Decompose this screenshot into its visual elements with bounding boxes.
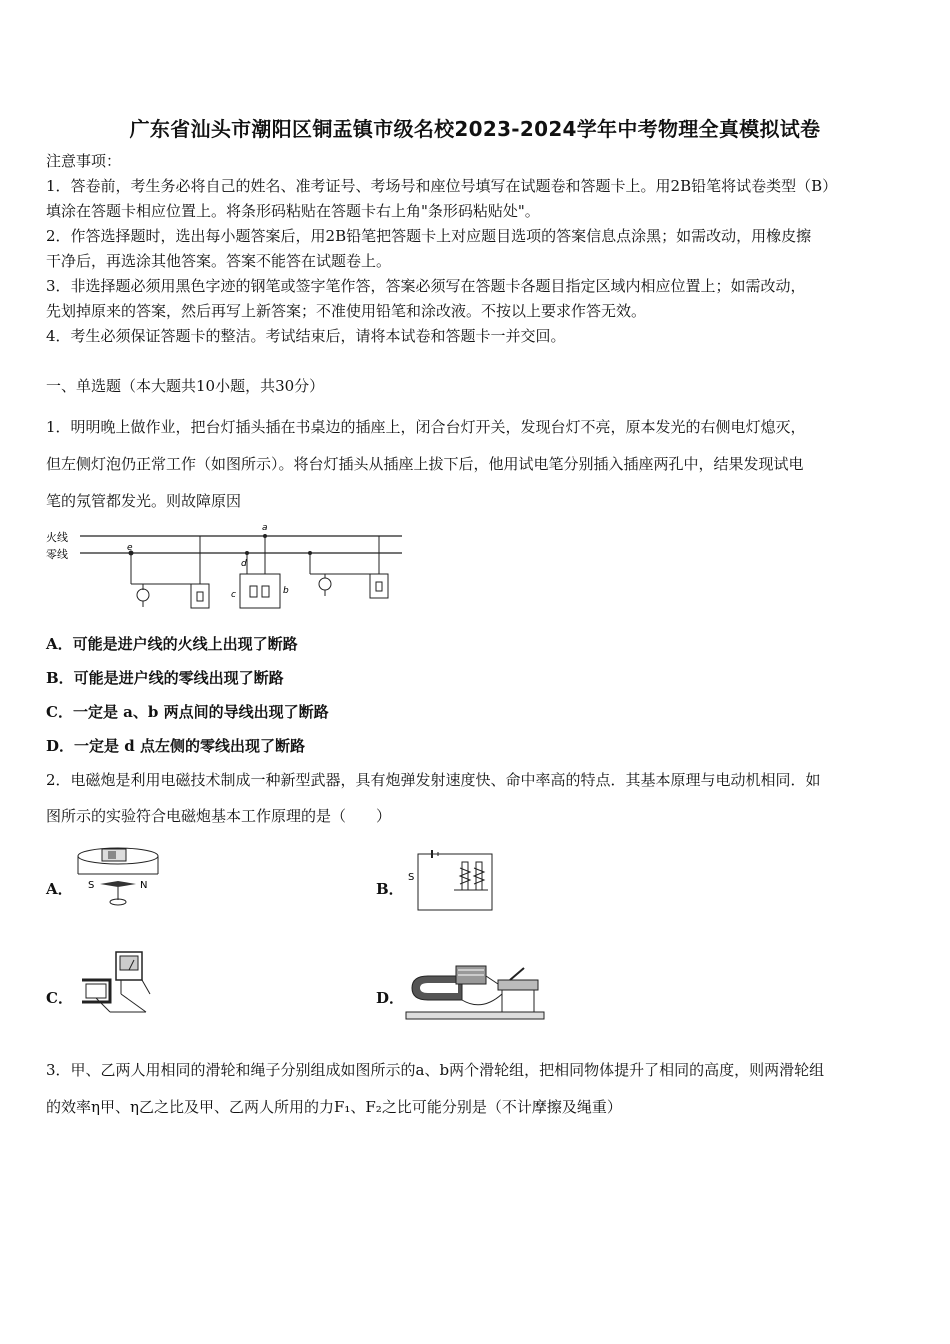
q2-option-a-label: A． [46, 880, 73, 898]
page-title: 广东省汕头市潮阳区铜盂镇市级名校2023-2024学年中考物理全真模拟试卷 [129, 117, 821, 141]
notice-line: 3．非选择题必须用黑色字迹的钢笔或签字笔作答，答案必须写在答题卡各题目指定区域内相应位置上；如需改动， [46, 277, 806, 295]
notice-heading: 注意事项： [46, 152, 122, 170]
notice-line: 先划掉原来的答案，然后再写上新答案；不准使用铅笔和涂改液。不按以上要求作答无效。 [46, 302, 647, 320]
oersted-experiment-figure [74, 842, 166, 912]
left-switch-icon [191, 584, 209, 608]
notice-line: 干净后，再选涂其他答案。答案不能答在试题卷上。 [46, 252, 392, 270]
question-1-text: 但左侧灯泡仍正常工作（如图所示）。将台灯插头从插座上拔下后，他用试电笔分别插入插座两孔中，结果发现试电 [46, 455, 804, 473]
q1-option-d: D．一定是 d 点左侧的零线出现了断路 [46, 737, 305, 755]
right-bulb-icon [319, 578, 331, 590]
notice-line: 2．作答选择题时，选出每小题答案后，用2B铅笔把答题卡上对应题目选项的答案信息点涂黑；如需改动，用橡皮擦 [46, 227, 812, 245]
point-c-label: c [231, 590, 236, 600]
point-e-label: e [127, 543, 133, 553]
q2-option-b-label: B． [376, 880, 404, 898]
left-bulb-icon [137, 589, 149, 601]
notice-line: 1．答卷前，考生务必将自己的姓名、准考证号、考场号和座位号填写在试题卷和答题卡上。用2B铅笔将试卷类型（B） [46, 177, 838, 195]
question-2-text: 图所示的实验符合电磁炮基本工作原理的是（ ） [46, 807, 392, 825]
generator-experiment-figure [76, 950, 156, 1024]
question-1-text: 1．明明晚上做作业，把台灯插头插在书桌边的插座上，闭合台灯开关，发现台灯不亮，原本发光的右侧电灯熄灭， [46, 418, 806, 436]
point-b-label: b [283, 586, 289, 596]
electromagnet-experiment-figure [402, 846, 498, 912]
notice-line: 填涂在答题卡相应位置上。将条形码粘贴在答题卡右上角"条形码粘贴处"。 [46, 202, 540, 220]
section-heading: 一、单选题（本大题共10小题，共30分） [46, 377, 325, 395]
notice-line: 4．考生必须保证答题卡的整洁。考试结束后，请将本试卷和答题卡一并交回。 [46, 327, 566, 345]
socket-icon [240, 574, 280, 608]
q1-option-c: C．一定是 a、b 两点间的导线出现了断路 [46, 703, 329, 721]
q1-option-a: A．可能是进户线的火线上出现了断路 [46, 635, 298, 653]
q2-option-d-label: D． [376, 989, 405, 1007]
circuit-diagram [40, 522, 410, 614]
live-wire-label: 火线 [46, 531, 68, 544]
point-d-label: d [241, 559, 247, 569]
q1-option-b: B．可能是进户线的零线出现了断路 [46, 669, 284, 687]
point-a-label: a [262, 523, 268, 533]
question-1-text: 笔的氖管都发光。则故障原因 [46, 492, 242, 510]
question-3-text: 的效率η甲、η乙之比及甲、乙两人所用的力F₁、F₂之比可能分别是（不计摩擦及绳重） [46, 1098, 622, 1116]
right-switch-icon [370, 574, 388, 598]
neutral-wire-label: 零线 [46, 548, 68, 561]
pole-s-label: S [88, 880, 95, 891]
question-3-text: 3．甲、乙两人用相同的滑轮和绳子分别组成如图所示的a、b两个滑轮组，把相同物体提升了相同的高度，则两滑轮组 [46, 1061, 825, 1079]
q2-option-c-label: C． [46, 989, 73, 1007]
question-2-text: 2．电磁炮是利用电磁技术制成一种新型武器，具有炮弹发射速度快、命中率高的特点．其基本原理与电动机相同．如 [46, 771, 821, 789]
switch-s-label: S [408, 872, 415, 883]
pole-n-label: N [140, 880, 148, 891]
motor-rail-experiment-figure [402, 960, 550, 1024]
